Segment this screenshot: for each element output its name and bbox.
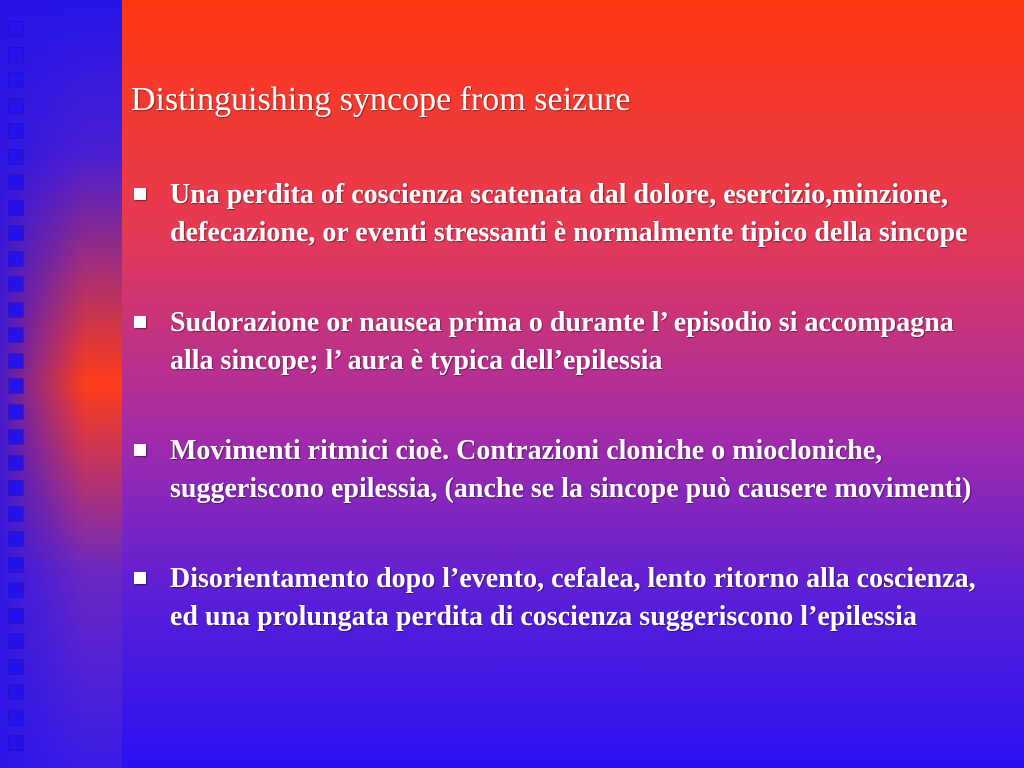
bullet-item bbox=[130, 304, 1000, 380]
decorative-square bbox=[9, 328, 23, 342]
bullet-text: Movimenti ritmici cioè. Contrazioni cloniche o miocloniche, suggeriscono epilessia, (anche se la sincope può causere movimenti) bbox=[170, 435, 972, 504]
decorative-side-bar bbox=[0, 0, 122, 768]
decorative-square bbox=[9, 277, 23, 291]
decorative-square bbox=[9, 303, 23, 317]
square-bullet-icon bbox=[134, 572, 146, 584]
bullet-item bbox=[130, 432, 1000, 508]
decorative-square bbox=[9, 660, 23, 674]
bullet-text: Sudorazione or nausea prima o durante l’ episodio si accompagna alla sincope; l’ aura è typica dell’epilessia bbox=[170, 307, 954, 376]
decorative-square bbox=[9, 201, 23, 215]
decorative-square bbox=[9, 634, 23, 648]
decorative-square bbox=[9, 558, 23, 572]
decorative-square bbox=[9, 609, 23, 623]
decorative-square bbox=[9, 481, 23, 495]
bullet-text: Una perdita of coscienza scatenata dal dolore, esercizio,minzione, defecazione, or eventi stressanti è normalmente tipico della sincope bbox=[170, 179, 968, 248]
square-bullet-icon bbox=[134, 188, 146, 200]
decorative-square bbox=[9, 48, 23, 62]
decorative-square bbox=[9, 456, 23, 470]
decorative-square bbox=[9, 226, 23, 240]
decorative-square bbox=[9, 507, 23, 521]
square-bullet-icon bbox=[134, 316, 146, 328]
decorative-square bbox=[9, 354, 23, 368]
decorative-square bbox=[9, 685, 23, 699]
decorative-square bbox=[9, 175, 23, 189]
decorative-square bbox=[9, 99, 23, 113]
decorative-square bbox=[9, 405, 23, 419]
bullet-item bbox=[130, 560, 1000, 636]
bullet-text: Disorientamento dopo l’evento, cefalea, lento ritorno alla coscienza, ed una prolungata perdita di coscienza suggeriscono l’epilessia bbox=[170, 563, 976, 632]
decorative-square bbox=[9, 124, 23, 138]
decorative-square bbox=[9, 532, 23, 546]
decorative-square bbox=[9, 583, 23, 597]
decorative-square bbox=[9, 430, 23, 444]
bullet-item bbox=[130, 176, 1000, 252]
decorative-square bbox=[9, 150, 23, 164]
slide-title: Distinguishing syncope from seizure bbox=[131, 81, 631, 118]
decorative-square bbox=[9, 22, 23, 36]
square-bullet-icon bbox=[134, 444, 146, 456]
decorative-square bbox=[9, 736, 23, 750]
decorative-square-column bbox=[9, 0, 27, 768]
decorative-square bbox=[9, 711, 23, 725]
decorative-square bbox=[9, 252, 23, 266]
bullet-list bbox=[130, 176, 1000, 688]
decorative-square bbox=[9, 379, 23, 393]
decorative-square bbox=[9, 73, 23, 87]
